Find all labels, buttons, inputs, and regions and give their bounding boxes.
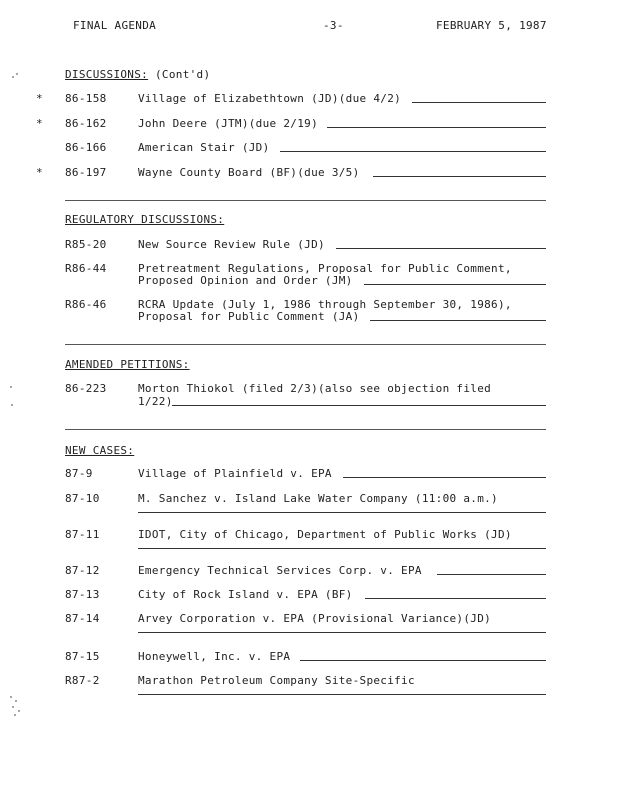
case-number: 87-12: [65, 564, 100, 577]
amended-heading: AMENDED PETITIONS:: [65, 358, 190, 371]
case-number: 87-10: [65, 492, 100, 505]
case-number: 86-166: [65, 141, 107, 154]
case-number: 86-158: [65, 92, 107, 105]
scan-speck: [11, 404, 13, 406]
signature-line: [412, 102, 546, 103]
case-description-cont: Proposal for Public Comment (JA): [138, 310, 360, 323]
case-description: Honeywell, Inc. v. EPA: [138, 650, 291, 663]
signature-line: [280, 151, 546, 152]
case-description: Village of Plainfield v. EPA: [138, 467, 332, 480]
case-description: M. Sanchez v. Island Lake Water Company (11:00 a.m.): [138, 492, 498, 505]
regulatory-heading: REGULATORY DISCUSSIONS:: [65, 213, 225, 226]
scan-speck: [16, 73, 18, 75]
scan-speck: [12, 76, 14, 78]
signature-line: [138, 512, 546, 513]
signature-line: [437, 574, 546, 575]
scan-speck: [10, 696, 12, 698]
case-number: 87-11: [65, 528, 100, 541]
case-number: R85-20: [65, 238, 107, 251]
case-number: 87-15: [65, 650, 100, 663]
case-number: R87-2: [65, 674, 100, 687]
case-description: Village of Elizabethtown (JD)(due 4/2): [138, 92, 402, 105]
new-cases-heading: NEW CASES:: [65, 444, 135, 457]
case-description: IDOT, City of Chicago, Department of Public Works (JD): [138, 528, 512, 541]
case-description: Wayne County Board (BF)(due 3/5): [138, 166, 360, 179]
signature-line: [138, 694, 546, 695]
case-description: Morton Thiokol (filed 2/3)(also see objection filed: [138, 382, 492, 395]
star-marker: *: [36, 166, 43, 179]
section-divider: [65, 200, 546, 201]
case-description-cont: 1/22): [138, 395, 173, 408]
signature-line: [343, 477, 546, 478]
signature-line: [138, 548, 546, 549]
case-number: 87-14: [65, 612, 100, 625]
scan-speck: [14, 714, 16, 716]
signature-line: [370, 320, 546, 321]
scan-speck: [18, 710, 20, 712]
scan-speck: [15, 700, 17, 702]
case-description-cont: Proposed Opinion and Order (JM): [138, 274, 353, 287]
signature-line: [373, 176, 546, 177]
star-marker: *: [36, 117, 43, 130]
case-number: 87-13: [65, 588, 100, 601]
case-number: 86-197: [65, 166, 107, 179]
signature-line: [364, 284, 546, 285]
case-number: R86-46: [65, 298, 107, 311]
case-number: 86-223: [65, 382, 107, 395]
signature-line: [365, 598, 546, 599]
signature-line: [336, 248, 546, 249]
signature-line: [327, 127, 546, 128]
case-description: American Stair (JD): [138, 141, 270, 154]
case-number: 86-162: [65, 117, 107, 130]
case-description: New Source Review Rule (JD): [138, 238, 325, 251]
case-description: John Deere (JTM)(due 2/19): [138, 117, 318, 130]
case-description: Emergency Technical Services Corp. v. EPA: [138, 564, 422, 577]
case-description: Arvey Corporation v. EPA (Provisional Variance)(JD): [138, 612, 492, 625]
section-divider: [65, 429, 546, 430]
case-number: R86-44: [65, 262, 107, 275]
case-description: City of Rock Island v. EPA (BF): [138, 588, 353, 601]
star-marker: *: [36, 92, 43, 105]
case-description: Marathon Petroleum Company Site-Specific: [138, 674, 415, 687]
case-description: Pretreatment Regulations, Proposal for Public Comment,: [138, 262, 512, 275]
header-left: FINAL AGENDA: [73, 19, 157, 32]
header-page-number: -3-: [323, 19, 344, 32]
signature-line: [300, 660, 546, 661]
section-divider: [65, 344, 546, 345]
signature-line: [172, 405, 546, 406]
scan-speck: [10, 386, 12, 388]
scan-speck: [12, 706, 14, 708]
header-date: FEBRUARY 5, 1987: [436, 19, 547, 32]
signature-line: [138, 632, 546, 633]
discussions-heading: DISCUSSIONS: (Cont'd): [65, 68, 211, 81]
case-description: RCRA Update (July 1, 1986 through September 30, 1986),: [138, 298, 512, 311]
case-number: 87-9: [65, 467, 93, 480]
